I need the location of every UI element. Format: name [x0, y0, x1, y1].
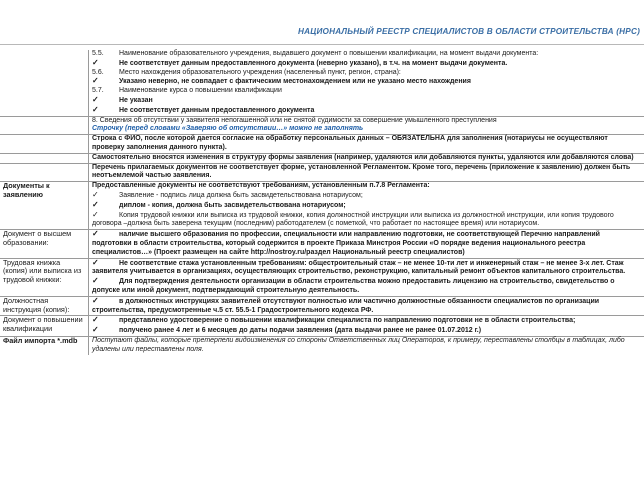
fio-remark: Строка с ФИО, после которой дается согласие на обработку персональных данных – ОБЯЗАТЕЛЬНА для заполнения (нотариусы не осуществляют проверку заполнения данного пункта).	[89, 135, 644, 154]
workbook-cell	[89, 258, 644, 296]
workbook-text: Для подтверждения деятельности организации в области строительства можно предоставить лицензию на строительство, свидетельство о допуске или иной документ, подтверждающий строительную деятельность.	[92, 278, 615, 294]
qual-label: Документ о повышении квалификации	[0, 316, 89, 337]
item-8-note: Строчку (перед словами «Заверяю об отсутствии…» можно не заполнять	[92, 125, 364, 133]
higher-label: Документ о высшем образовании:	[0, 230, 89, 258]
docs-item: Копия трудовой книжки или выписка из трудовой книжки, копия должностной инструкции или выписка из должностной инструкции, или копия трудового договора –должна быть заверена текущим (последним) работодателем (с пометкой, что работает по настоящее время) или нотариусом.	[92, 211, 614, 228]
table-row	[0, 182, 644, 230]
workbook-label: Трудовая книжка (копия) или выписка из трудовой книжки:	[0, 258, 89, 296]
table-row	[0, 336, 644, 354]
higher-text: наличие высшего образования по профессии, специальности или направлению подготовки, не соответствующей Перечню направлений подготовки в области строительства, который содержится в проекте Приказа Минстроя России «О порядке ведения национального реестра специалистов…» (Проект размещен на сайте http://nostroy.ru/раздел Национальный реестр специалистов)	[92, 231, 600, 256]
table-row	[0, 50, 644, 116]
check-icon: ✓	[92, 199, 99, 209]
check-icon: ✓	[92, 325, 99, 335]
job-label: Должностная инструкция (копия):	[0, 296, 89, 316]
row-label-empty	[0, 135, 89, 154]
check-icon: ✓	[92, 315, 99, 325]
qual-cell	[89, 316, 644, 337]
check-icon: ✓	[92, 257, 99, 267]
checklist-table	[0, 50, 644, 355]
higher-cell	[89, 230, 644, 258]
item-text: Наименование образовательного учреждения, выдавшего документ о повышении квалификации, на момент выдачи документа:	[119, 50, 539, 57]
docs-intro: Предоставленные документы не соответствуют требованиям, установленным п.7.8 Регламента:	[92, 182, 430, 190]
item-number: 5.7.	[92, 87, 104, 95]
row-label-empty	[0, 163, 89, 182]
table-row	[0, 258, 644, 296]
item-remark: Не указан	[119, 96, 153, 104]
docs-item: Заявление - подпись лица должна быть засвидетельствована нотариусом;	[119, 191, 363, 199]
docs-item: диплом - копия, должна быть засвидетельствована нотариусом;	[119, 201, 346, 209]
item-8-text: 8. Сведения об отсутствии у заявителя непогашенной или не снятой судимости за совершение умышленного преступления	[92, 116, 497, 124]
mdb-text: Поступают файлы, которые претерпели видоизменения со стороны Ответственных лиц Операторов, к примеру, переставлены столбцы в таблицах, либо удалены или переставлены поля.	[92, 336, 625, 353]
mdb-label: Файл импорта *.mdb	[0, 336, 89, 354]
check-icon: ✓	[92, 229, 99, 239]
table-row	[0, 163, 644, 182]
header-divider	[0, 44, 644, 45]
item-text: Наименование курса о повышении квалификации	[119, 87, 282, 95]
row-label-empty	[0, 153, 89, 163]
qual-text: получено ранее 4 лет и 6 месяцев до даты подачи заявления (дата выдачи ранее не ранее 01.07.2012 г.)	[119, 327, 482, 335]
check-icon: ✓	[92, 189, 99, 199]
row-label-empty	[0, 116, 89, 135]
item-remark: Не соответствует данным предоставленного документа	[119, 106, 315, 114]
item-8-cell	[89, 116, 644, 135]
docs-cell	[89, 182, 644, 230]
self-changes-remark: Самостоятельно вносятся изменения в структуру формы заявления (например, удаляются или добавляются пункты, удаляются или добавляются слова)	[89, 153, 644, 163]
qual-text: представлено удостоверение о повышении квалификации специалиста по направлению подготовки не в области строительства;	[119, 317, 576, 325]
job-text: в должностных инструкциях заявителей отсутствуют полностью или частично должностные обязанности специалистов по организации строительства, предусмотренные ч.5 ст. 55.5-1 Градостроительного кодекса РФ.	[92, 297, 600, 314]
table-row	[0, 153, 644, 163]
check-icon: ✓	[92, 57, 99, 67]
check-icon: ✓	[92, 209, 99, 219]
section-5-cell	[89, 50, 644, 116]
table-row	[0, 230, 644, 258]
item-number: 5.5.	[92, 50, 104, 57]
workbook-text: Не соответствие стажа установленным требованиям: общестроительный стаж – не менее 10-ти лет и инженерный стаж – не менее 3-х лет. Стаж заявителя учитывается в организациях, осуществляющих строительство, реконструкцию, капитальный ремонт объектов капитального строительства.	[92, 259, 626, 276]
item-remark: Не соответствует данным предоставленного документа (неверно указано), в т.ч. на момент выдачи документа.	[119, 59, 508, 67]
table-row	[0, 316, 644, 337]
check-icon: ✓	[92, 295, 99, 305]
check-icon: ✓	[92, 76, 99, 86]
check-icon: ✓	[92, 104, 99, 114]
item-text: Место нахождения образовательного учреждения (населенный пункт, регион, страна):	[119, 68, 401, 76]
item-number: 5.6.	[92, 68, 104, 76]
job-cell	[89, 296, 644, 316]
page-header: НАЦИОНАЛЬНЫЙ РЕЕСТР СПЕЦИАЛИСТОВ В ОБЛАСТИ СТРОИТЕЛЬСТВА (НРС)	[298, 27, 640, 36]
table-row	[0, 116, 644, 135]
check-icon: ✓	[92, 276, 99, 286]
list-docs-remark: Перечень прилагаемых документов не соответствует форме, установленной Регламентом. Кроме того, перечень (приложение к заявлению) должен быть неотъемлемой частью заявления.	[89, 163, 644, 182]
table-row	[0, 296, 644, 316]
item-remark: Указано неверно, не совпадает с фактическим местонахождением или не указано место нахождения	[119, 78, 471, 86]
table-row	[0, 135, 644, 154]
check-icon: ✓	[92, 94, 99, 104]
row-label-empty	[0, 50, 89, 116]
docs-label: Документы к заявлению	[0, 182, 89, 230]
